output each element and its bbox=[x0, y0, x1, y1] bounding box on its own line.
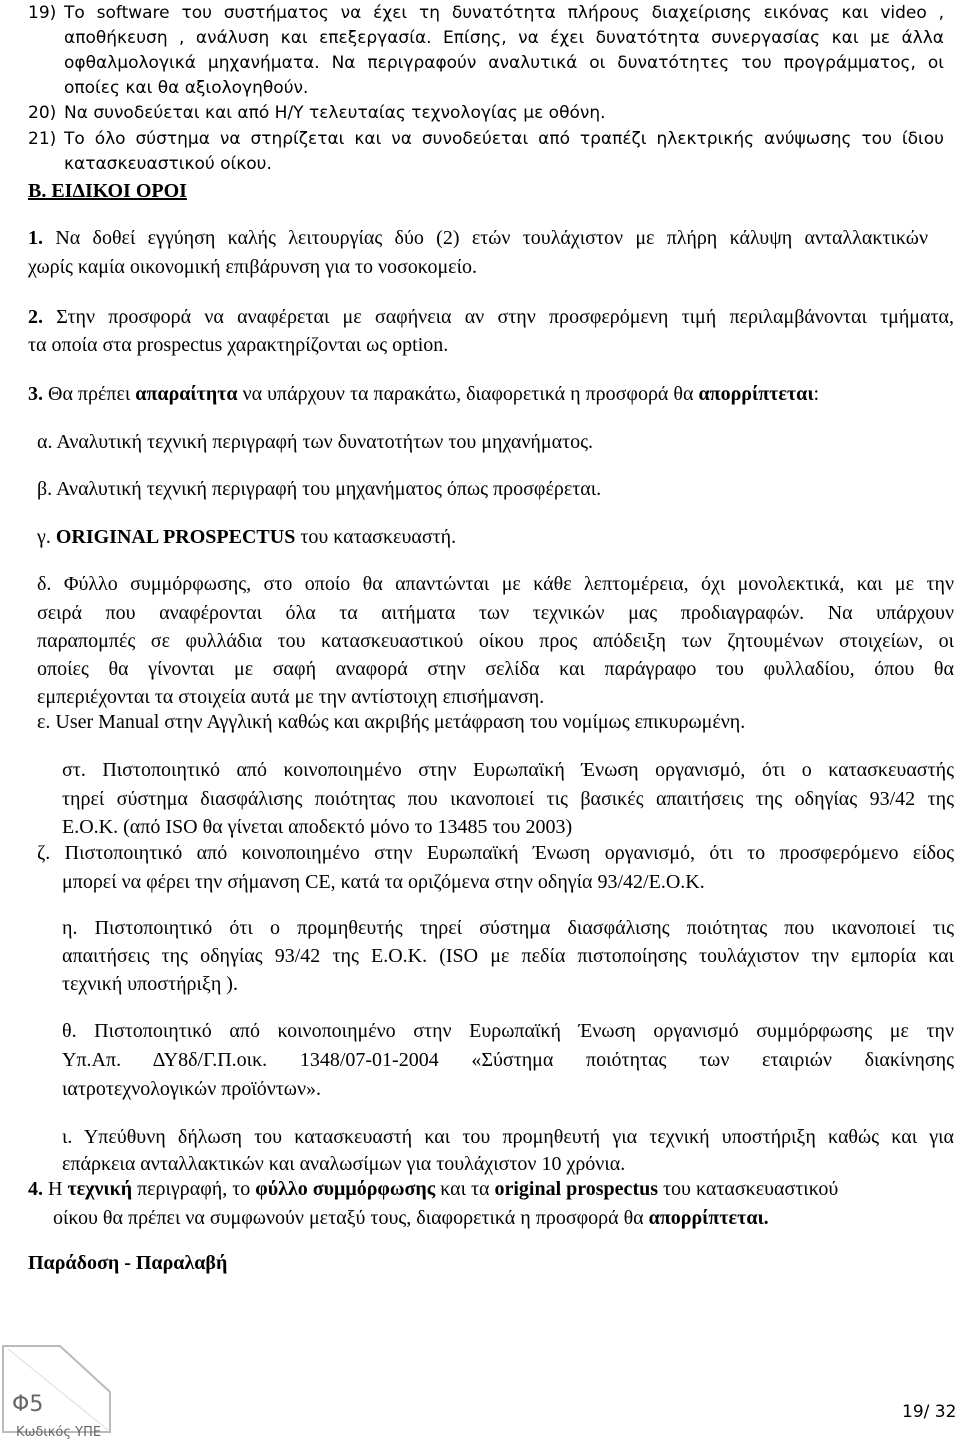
term-emphasis: original prospectus bbox=[494, 1178, 659, 1200]
sub-item-th-line: ιατροτεχνολογικών προϊόντων». bbox=[62, 1078, 322, 1100]
term-emphasis: φύλλο συμμόρφωσης bbox=[255, 1178, 436, 1200]
sub-item-e: ε. User Manual στην Αγγλική καθώς και ακριβής μετάφραση του νομίμως επικυρωμένη. bbox=[37, 711, 746, 733]
sub-item-st-line: Ε.Ο.Κ. (από ISO θα γίνεται αποδεκτό μόνο το 13485 του 2003) bbox=[62, 816, 573, 838]
sub-item-d-line: εμπεριέχονται τα στοιχεία αυτά με την αντίστοιχη επισήμανση. bbox=[37, 686, 545, 708]
sub-item-d-line: παραπομπές σε φυλλάδια του κατασκευαστικού οίκου προς απόδειξη των ζητουμένων στοιχείων, οι bbox=[37, 630, 954, 652]
item-19-line: οφθαλμολογικά μηχανήματα. Να περιγραφούν αναλυτικά οι δυνατότητες του προγράμματος, οι bbox=[64, 53, 944, 73]
term-number: 1. bbox=[28, 227, 43, 249]
term-2-line: τα οποία στα prospectus χαρακτηρίζονται ως option. bbox=[28, 334, 449, 356]
term-text: να υπάρχουν τα παρακάτω, διαφορετικά η προσφορά θα bbox=[237, 383, 699, 405]
term-text: Να δοθεί εγγύηση καλής λειτουργίας δύο (2) ετών τουλάχιστον με πλήρη κάλυψη ανταλλακτικών bbox=[55, 227, 928, 249]
term-1-line: χωρίς καμία οικονομική επιβάρυνση για το νοσοκομείο. bbox=[28, 256, 477, 278]
sub-item-i-line: επάρκεια ανταλλακτικών και αναλωσίμων για τουλάχιστον 10 χρόνια. bbox=[62, 1153, 626, 1175]
sub-item-prefix: γ. bbox=[37, 526, 56, 548]
item-19-line: Το software του συστήματος να έχει τη δυνατότητα πλήρους διαχείρισης εικόνας και video , bbox=[64, 3, 944, 23]
sub-item-h-line: τεχνική υποστήριξη ). bbox=[62, 973, 238, 995]
section-b-heading: Β. ΕΙΔΙΚΟΙ ΟΡΟΙ bbox=[28, 180, 187, 202]
stamp-code: Φ5 bbox=[12, 1392, 44, 1417]
item-number: 20) bbox=[28, 103, 57, 123]
item-19-line: αποθήκευση , ανάλυση και επεξεργασία. Επίσης, να έχει δυνατότητα συνεργασίας και με άλλα bbox=[64, 28, 944, 48]
sub-item-text: του κατασκευαστή. bbox=[295, 526, 457, 548]
term-4-line bbox=[28, 1178, 838, 1201]
sub-item-a: α. Αναλυτική τεχνική περιγραφή των δυνατοτήτων του μηχανήματος. bbox=[37, 431, 594, 453]
sub-item-emphasis: ORIGINAL PROSPECTUS bbox=[55, 526, 296, 548]
term-text: οίκου θα πρέπει να συμφωνούν μεταξύ τους, διαφορετικά η προσφορά θα bbox=[53, 1207, 649, 1229]
term-text: Η bbox=[43, 1178, 68, 1200]
page-number: 19/ 32 bbox=[902, 1402, 957, 1422]
term-4-line bbox=[53, 1207, 769, 1230]
sub-item-d-line: σειρά που αναφέρονται όλα τα αιτήματα των τεχνικών μας προδιαγραφών. Να υπάρχουν bbox=[37, 602, 954, 624]
term-text: Θα πρέπει bbox=[48, 383, 136, 405]
footer-stamp bbox=[0, 1336, 115, 1442]
term-2-line bbox=[28, 306, 954, 329]
item-number: 19) bbox=[28, 3, 57, 23]
item-21-line: Το όλο σύστημα να στηρίζεται και να συνοδεύεται από τραπέζι ηλεκτρικής ανύψωσης του ίδιου bbox=[64, 129, 944, 149]
term-emphasis: απορρίπτεται. bbox=[648, 1207, 769, 1229]
term-emphasis: απορρίπτεται bbox=[698, 383, 814, 405]
term-text: : bbox=[813, 383, 820, 405]
sub-item-i-line: ι. Υπεύθυνη δήλωση του κατασκευαστή και του προμηθευτή για τεχνική υποστήριξη καθώς και για bbox=[62, 1126, 954, 1148]
term-emphasis: τεχνική bbox=[67, 1178, 133, 1200]
sub-item-h-line: η. Πιστοποιητικό ότι ο προμηθευτής τηρεί σύστημα διασφάλισης ποιότητας που ικανοποιεί τις bbox=[62, 917, 954, 939]
delivery-heading: Παράδοση - Παραλαβή bbox=[28, 1252, 228, 1274]
sub-item-h-line: απαιτήσεις της οδηγίας 93/42 της Ε.Ο.Κ. (ISO με πεδία πιστοποίησης τουλάχιστον την εμπορία και bbox=[62, 945, 954, 967]
term-text: Στην προσφορά να αναφέρεται με σαφήνεια αν στην προσφερόμενη τιμή περιλαμβάνονται τμήματα, bbox=[56, 306, 954, 328]
item-19-line: οποίες και θα αξιολογηθούν. bbox=[64, 78, 309, 98]
term-number: 2. bbox=[28, 306, 43, 328]
term-1-line bbox=[28, 227, 928, 250]
sub-item-c bbox=[37, 526, 456, 549]
sub-item-z-line: μπορεί να φέρει την σήμανση CE, κατά τα οριζόμενα στην οδηγία 93/42/Ε.Ο.Κ. bbox=[62, 871, 705, 893]
term-text: και τα bbox=[435, 1178, 495, 1200]
term-3-line bbox=[28, 383, 819, 406]
term-text: του κατασκευαστικού bbox=[658, 1178, 839, 1200]
sub-item-b: β. Αναλυτική τεχνική περιγραφή του μηχανήματος όπως προσφέρεται. bbox=[37, 478, 602, 500]
sub-item-d-line: οποίες θα γίνονται με σαφή αναφορά στην σελίδα και παράγραφο του φυλλαδίου, όπου θα bbox=[37, 658, 954, 680]
term-number: 4. bbox=[28, 1178, 43, 1200]
item-number: 21) bbox=[28, 129, 57, 149]
stamp-label: Κωδικός ΥΠΕ bbox=[16, 1425, 102, 1440]
sub-item-th-line: Υπ.Απ. ΔΥ8δ/Γ.Π.οικ. 1348/07-01-2004 «Σύστημα ποιότητας των εταιριών διακίνησης bbox=[62, 1049, 954, 1071]
item-20-line: Να συνοδεύεται και από Η/Υ τελευταίας τεχνολογίας με οθόνη. bbox=[64, 103, 606, 123]
sub-item-st-line: τηρεί σύστημα διασφάλισης ποιότητας που ικανοποιεί τις βασικές απαιτήσεις της οδηγίας 93/42 της bbox=[62, 788, 954, 810]
sub-item-st-line: στ. Πιστοποιητικό από κοινοποιημένο στην Ευρωπαϊκή Ένωση οργανισμό, ότι ο κατασκευαστής bbox=[62, 759, 954, 781]
sub-item-th-line: θ. Πιστοποιητικό από κοινοποιημένο στην Ευρωπαϊκή Ένωση οργανισμό συμμόρφωσης με την bbox=[62, 1020, 954, 1042]
term-number: 3. bbox=[28, 383, 43, 405]
term-emphasis: απαραίτητα bbox=[135, 383, 238, 405]
item-21-line: κατασκευαστικού οίκου. bbox=[64, 154, 272, 174]
sub-item-z-line: ζ. Πιστοποιητικό από κοινοποιημένο στην Ευρωπαϊκή Ένωση οργανισμό, ότι το προσφερόμενο είδος bbox=[37, 842, 954, 864]
term-text: περιγραφή, το bbox=[132, 1178, 256, 1200]
sub-item-d-line: δ. Φύλλο συμμόρφωσης, στο οποίο θα απαντώνται με κάθε λεπτομέρεια, όχι μονολεκτικά, και με την bbox=[37, 573, 954, 595]
